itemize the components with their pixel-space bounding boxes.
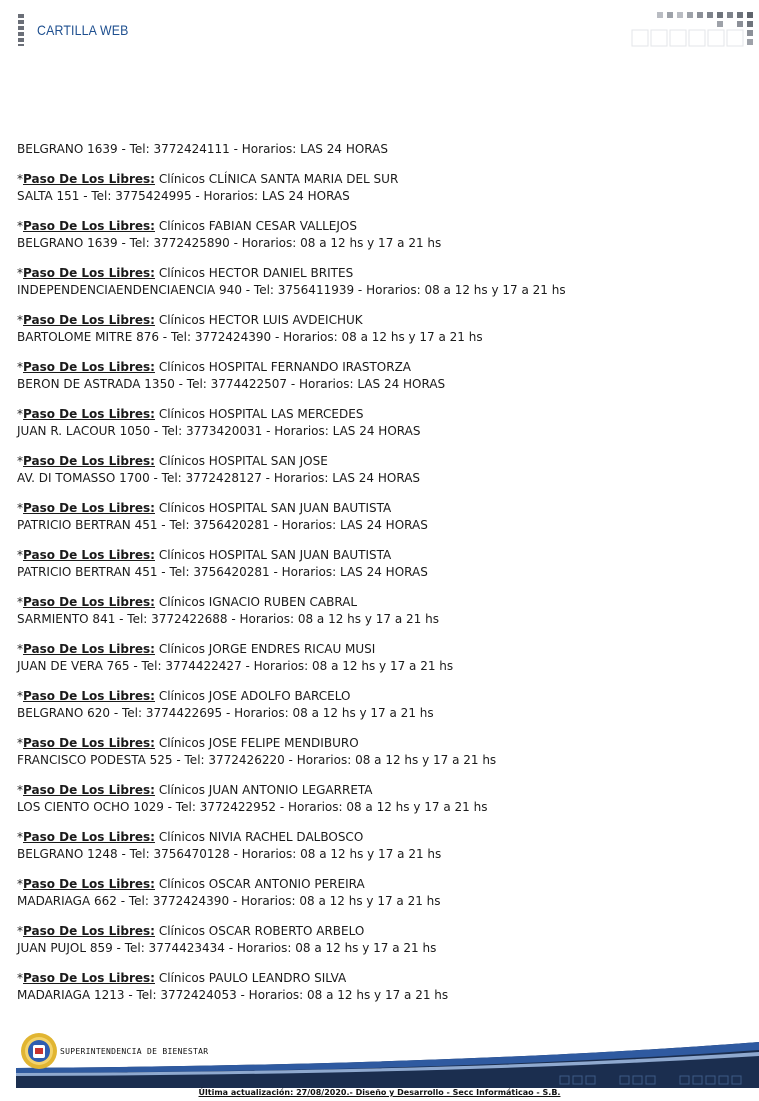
- entry-heading: *Paso De Los Libres: Clínicos JUAN ANTONIO LEGARRETA: [17, 783, 373, 797]
- list-item: [17, 453, 742, 487]
- entry-heading: *Paso De Los Libres: Clínicos HECTOR DANIEL BRITES: [17, 266, 354, 280]
- entry-provider-name: Clínicos HOSPITAL LAS MERCEDES: [158, 407, 364, 421]
- entry-city: Paso De Los Libres:: [23, 642, 155, 656]
- entry-address: JUAN DE VERA 765 - Tel: 3774422427 - Horarios: 08 a 12 hs y 17 a 21 hs: [17, 659, 454, 673]
- entry-address: BELGRANO 1639 - Tel: 3772424111 - Horarios: LAS 24 HORAS: [17, 142, 388, 156]
- entry-address: SARMIENTO 841 - Tel: 3772422688 - Horarios: 08 a 12 hs y 17 a 21 hs: [17, 612, 439, 626]
- entry-address: BELGRANO 1639 - Tel: 3772425890 - Horarios: 08 a 12 hs y 17 a 21 hs: [17, 236, 442, 250]
- entry-address: BELGRANO 620 - Tel: 3774422695 - Horarios: 08 a 12 hs y 17 a 21 hs: [17, 706, 434, 720]
- entry-address: AV. DI TOMASSO 1700 - Tel: 3772428127 - Horarios: LAS 24 HORAS: [17, 471, 421, 485]
- entry-city: Paso De Los Libres:: [23, 830, 155, 844]
- entry-provider-name: Clínicos JOSE ADOLFO BARCELO: [158, 689, 351, 703]
- entry-city: Paso De Los Libres:: [23, 313, 155, 327]
- list-item: [17, 688, 742, 722]
- entry-heading: *Paso De Los Libres: Clínicos FABIAN CESAR VALLEJOS: [17, 219, 357, 233]
- list-item: [17, 171, 742, 205]
- entry-provider-name: Clínicos PAULO LEANDRO SILVA: [158, 971, 347, 985]
- entry-heading: *Paso De Los Libres: Clínicos IGNACIO RUBEN CABRAL: [17, 595, 358, 609]
- list-item: [17, 641, 742, 675]
- entry-address: LOS CIENTO OCHO 1029 - Tel: 3772422952 - Horarios: 08 a 12 hs y 17 a 21 hs: [17, 800, 488, 814]
- entry-provider-name: Clínicos IGNACIO RUBEN CABRAL: [158, 595, 358, 609]
- entry-city: Paso De Los Libres:: [23, 360, 155, 374]
- list-item: [17, 218, 742, 252]
- entry-address: JUAN PUJOL 859 - Tel: 3774423434 - Horarios: 08 a 12 hs y 17 a 21 hs: [17, 941, 437, 955]
- list-item: [17, 782, 742, 816]
- page-title: CARTILLA WEB: [37, 22, 129, 38]
- entry-heading: *Paso De Los Libres: Clínicos HOSPITAL FERNANDO IRASTORZA: [17, 360, 412, 374]
- police-badge-logo-icon: [20, 1032, 58, 1070]
- entry-provider-name: Clínicos HOSPITAL SAN JUAN BAUTISTA: [158, 548, 392, 562]
- entry-provider-name: Clínicos OSCAR ANTONIO PEREIRA: [158, 877, 365, 891]
- entry-provider-name: Clínicos HOSPITAL SAN JUAN BAUTISTA: [158, 501, 392, 515]
- entry-address: JUAN R. LACOUR 1050 - Tel: 3773420031 - Horarios: LAS 24 HORAS: [17, 424, 421, 438]
- entry-heading: *Paso De Los Libres: Clínicos JORGE ENDRES RICAU MUSI: [17, 642, 376, 656]
- list-item: [17, 735, 742, 769]
- entry-city: Paso De Los Libres:: [23, 783, 155, 797]
- provider-list: [17, 141, 742, 1017]
- entry-heading: *Paso De Los Libres: Clínicos HOSPITAL SAN JUAN BAUTISTA: [17, 501, 392, 515]
- entry-address: MADARIAGA 662 - Tel: 3772424390 - Horarios: 08 a 12 hs y 17 a 21 hs: [17, 894, 441, 908]
- entry-heading: *Paso De Los Libres: Clínicos OSCAR ROBERTO ARBELO: [17, 924, 365, 938]
- pixel-grid-decoration-icon: [630, 10, 755, 48]
- entry-provider-name: Clínicos HECTOR LUIS AVDEICHUK: [158, 313, 363, 327]
- entry-heading: *Paso De Los Libres: Clínicos JOSE ADOLFO BARCELO: [17, 689, 351, 703]
- footer-update-note: Última actualización: 27/08/2020.- Diseño y Desarrollo - Secc Informáticao - S.B.: [198, 1088, 561, 1097]
- list-item: [17, 406, 742, 440]
- entry-address: FRANCISCO PODESTA 525 - Tel: 3772426220 - Horarios: 08 a 12 hs y 17 a 21 hs: [17, 753, 497, 767]
- entry-city: Paso De Los Libres:: [23, 877, 155, 891]
- entry-heading: *Paso De Los Libres: Clínicos CLÍNICA SANTA MARIA DEL SUR: [17, 172, 399, 186]
- list-item: [17, 876, 742, 910]
- footer-wave-decoration: [0, 1038, 759, 1088]
- list-item-continuation: [17, 141, 742, 158]
- list-item: [17, 547, 742, 581]
- entry-city: Paso De Los Libres:: [23, 219, 155, 233]
- entry-address: BARTOLOME MITRE 876 - Tel: 3772424390 - Horarios: 08 a 12 hs y 17 a 21 hs: [17, 330, 483, 344]
- entry-city: Paso De Los Libres:: [23, 924, 155, 938]
- entry-city: Paso De Los Libres:: [23, 736, 155, 750]
- page-footer: [0, 1030, 759, 1101]
- footer-organization-name: SUPERINTENDENCIA DE BIENESTAR: [60, 1047, 209, 1056]
- entry-city: Paso De Los Libres:: [23, 172, 155, 186]
- entry-address: PATRICIO BERTRAN 451 - Tel: 3756420281 - Horarios: LAS 24 HORAS: [17, 565, 428, 579]
- entry-heading: *Paso De Los Libres: Clínicos HOSPITAL LAS MERCEDES: [17, 407, 364, 421]
- entry-city: Paso De Los Libres:: [23, 689, 155, 703]
- entry-city: Paso De Los Libres:: [23, 548, 155, 562]
- entry-provider-name: Clínicos JUAN ANTONIO LEGARRETA: [158, 783, 373, 797]
- entry-heading: *Paso De Los Libres: Clínicos HOSPITAL SAN JOSE: [17, 454, 328, 468]
- entry-heading: *Paso De Los Libres: Clínicos JOSE FELIPE MENDIBURO: [17, 736, 359, 750]
- entry-heading: *Paso De Los Libres: Clínicos OSCAR ANTONIO PEREIRA: [17, 877, 365, 891]
- entry-heading: *Paso De Los Libres: Clínicos HOSPITAL SAN JUAN BAUTISTA: [17, 548, 392, 562]
- entry-provider-name: Clínicos HECTOR DANIEL BRITES: [158, 266, 354, 280]
- list-item: [17, 312, 742, 346]
- entry-heading: *Paso De Los Libres: Clínicos HECTOR LUIS AVDEICHUK: [17, 313, 363, 327]
- entry-provider-name: Clínicos CLÍNICA SANTA MARIA DEL SUR: [158, 172, 399, 186]
- entry-city: Paso De Los Libres:: [23, 501, 155, 515]
- entry-provider-name: Clínicos HOSPITAL SAN JOSE: [158, 454, 328, 468]
- list-item: [17, 829, 742, 863]
- list-item: [17, 265, 742, 299]
- entry-city: Paso De Los Libres:: [23, 407, 155, 421]
- list-item: [17, 594, 742, 628]
- entry-city: Paso De Los Libres:: [23, 454, 155, 468]
- list-item: [17, 970, 742, 1004]
- entry-city: Paso De Los Libres:: [23, 266, 155, 280]
- entry-provider-name: Clínicos JORGE ENDRES RICAU MUSI: [158, 642, 376, 656]
- entry-address: BELGRANO 1248 - Tel: 3756470128 - Horarios: 08 a 12 hs y 17 a 21 hs: [17, 847, 442, 861]
- entry-provider-name: Clínicos HOSPITAL FERNANDO IRASTORZA: [158, 360, 412, 374]
- entry-address: INDEPENDENCIAENDENCIAENCIA 940 - Tel: 3756411939 - Horarios: 08 a 12 hs y 17 a 21 hs: [17, 283, 566, 297]
- entry-address: SALTA 151 - Tel: 3775424995 - Horarios: LAS 24 HORAS: [17, 189, 350, 203]
- entry-provider-name: Clínicos FABIAN CESAR VALLEJOS: [158, 219, 357, 233]
- list-item: [17, 359, 742, 393]
- list-item: [17, 923, 742, 957]
- entry-address: PATRICIO BERTRAN 451 - Tel: 3756420281 - Horarios: LAS 24 HORAS: [17, 518, 428, 532]
- entry-address: BERON DE ASTRADA 1350 - Tel: 3774422507 - Horarios: LAS 24 HORAS: [17, 377, 446, 391]
- entry-provider-name: Clínicos OSCAR ROBERTO ARBELO: [158, 924, 365, 938]
- entry-provider-name: Clínicos NIVIA RACHEL DALBOSCO: [158, 830, 364, 844]
- entry-city: Paso De Los Libres:: [23, 595, 155, 609]
- entry-provider-name: Clínicos JOSE FELIPE MENDIBURO: [158, 736, 359, 750]
- page-header: [0, 0, 759, 60]
- entry-heading: *Paso De Los Libres: Clínicos PAULO LEANDRO SILVA: [17, 971, 347, 985]
- list-item: [17, 500, 742, 534]
- entry-address: MADARIAGA 1213 - Tel: 3772424053 - Horarios: 08 a 12 hs y 17 a 21 hs: [17, 988, 449, 1002]
- entry-heading: *Paso De Los Libres: Clínicos NIVIA RACHEL DALBOSCO: [17, 830, 364, 844]
- entry-city: Paso De Los Libres:: [23, 971, 155, 985]
- header-accent-bar: [18, 14, 24, 46]
